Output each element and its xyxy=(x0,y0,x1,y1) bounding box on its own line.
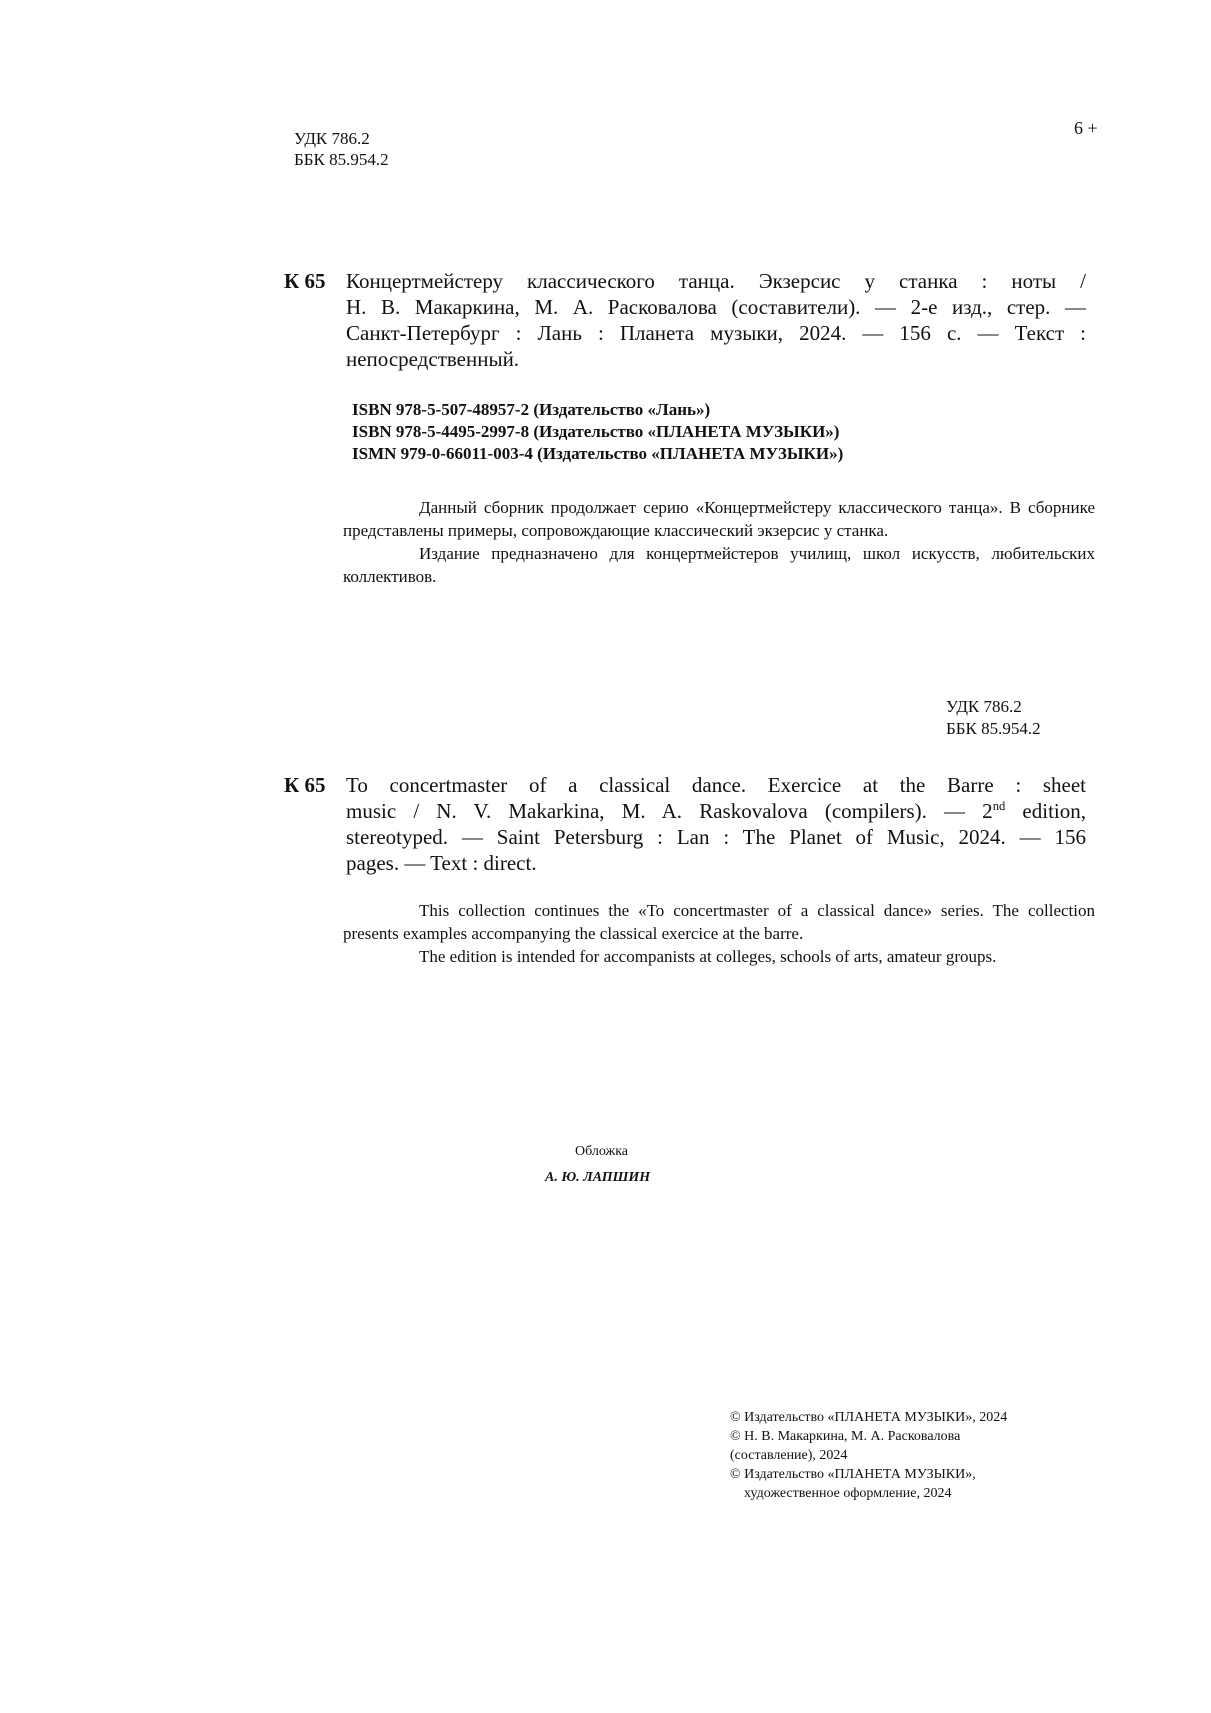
bibliographic-entry-en xyxy=(284,772,1094,882)
ismn-line: ISMN 979-0-66011-003-4 (Издательство «ПЛАНЕТА МУЗЫКИ») xyxy=(352,444,844,463)
cover-label: Обложка xyxy=(575,1144,628,1159)
annotation-ru xyxy=(343,496,1095,588)
entry-line-part: music / N. V. Makarkina, M. A. Raskovalova (compilers). — 2 xyxy=(346,799,993,823)
age-rating: 6 + xyxy=(1074,118,1098,138)
isbn-line: ISBN 978-5-507-48957-2 (Издательство «Лань») xyxy=(352,400,711,419)
entry-text xyxy=(346,268,1086,372)
copyright-line: © Н. В. Макаркина, М. А. Расковалова xyxy=(730,1429,961,1444)
entry-line-part: edition, xyxy=(1005,799,1087,823)
copyright-line: художественное оформление, 2024 xyxy=(744,1486,952,1501)
annotation-paragraph: This collection continues the «To concertmaster of a classical dance» series. The collection presents examples accompanying the classical exercice at the barre. xyxy=(343,901,1095,943)
entry-line: Концертмейстеру классического танца. Экзерсис у станка : ноты / xyxy=(346,269,1086,293)
annotation-paragraph: Данный сборник продолжает серию «Концертмейстеру классического танца». В сборнике представлены примеры, сопровождающие классический экзерсис у станка. xyxy=(343,498,1095,540)
udk-bbk-top xyxy=(294,128,389,170)
copyright-block xyxy=(730,1408,1090,1503)
entry-line: Санкт-Петербург : Лань : Планета музыки, 2024. — 156 с. — Текст : xyxy=(346,321,1086,345)
entry-line: pages. — Text : direct. xyxy=(346,851,537,875)
bibliographic-entry-ru xyxy=(284,268,1094,378)
copyright-line: © Издательство «ПЛАНЕТА МУЗЫКИ», 2024 xyxy=(730,1410,1008,1425)
cover-designer: А. Ю. ЛАПШИН xyxy=(545,1170,651,1185)
entry-line: stereotyped. — Saint Petersburg : Lan : The Planet of Music, 2024. — 156 xyxy=(346,825,1086,849)
entry-line: To concertmaster of a classical dance. Exercice at the Barre : sheet xyxy=(346,773,1086,797)
isbn-line: ISBN 978-5-4495-2997-8 (Издательство «ПЛАНЕТА МУЗЫКИ») xyxy=(352,422,840,441)
udk-code: УДК 786.2 xyxy=(294,129,370,148)
annotation-paragraph: The edition is intended for accompanists at colleges, schools of arts, amateur groups. xyxy=(419,947,997,966)
annotation-en xyxy=(343,899,1095,968)
udk-bbk-mid xyxy=(946,696,1041,740)
entry-line: непосредственный. xyxy=(346,347,520,371)
bbk-code: ББК 85.954.2 xyxy=(294,150,389,169)
superscript: nd xyxy=(992,799,1006,813)
udk-code: УДК 786.2 xyxy=(946,697,1022,716)
entry-line: Н. В. Макаркина, М. А. Расковалова (составители). — 2-е изд., стер. — xyxy=(346,295,1086,319)
entry-text xyxy=(346,772,1086,876)
entry-line xyxy=(346,798,1086,824)
author-mark: К 65 xyxy=(284,773,326,797)
bbk-code: ББК 85.954.2 xyxy=(946,719,1041,738)
isbn-list xyxy=(352,399,843,465)
copyright-line: © Издательство «ПЛАНЕТА МУЗЫКИ», xyxy=(730,1467,976,1482)
author-mark: К 65 xyxy=(284,269,326,293)
copyright-line: (составление), 2024 xyxy=(730,1448,848,1463)
annotation-paragraph: Издание предназначено для концертмейстеров училищ, школ искусств, любительских коллективов. xyxy=(343,544,1095,586)
